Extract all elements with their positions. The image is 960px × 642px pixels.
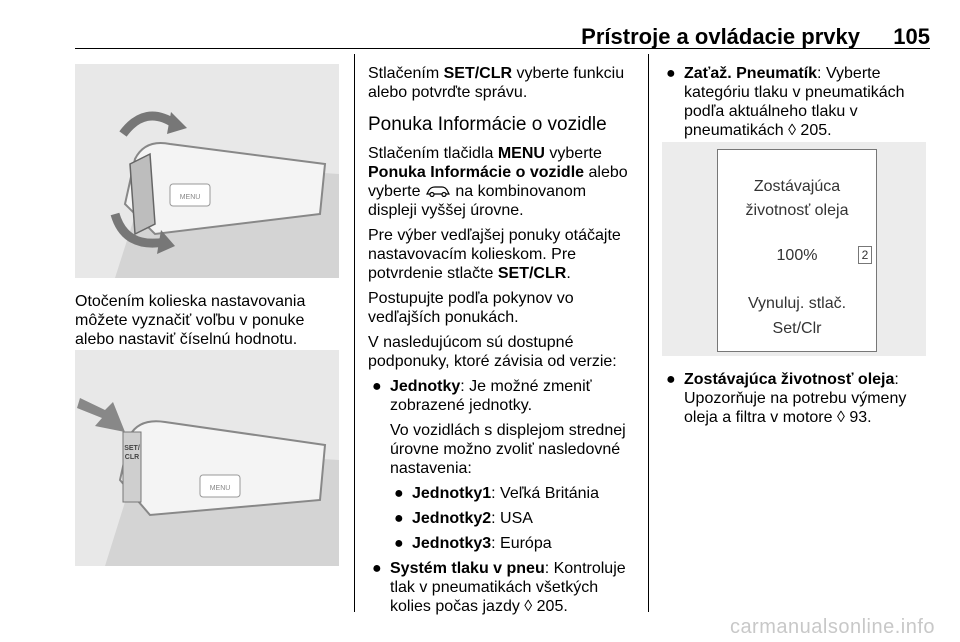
list-item-units: ● Jednotky: Je možné zmeniť zobrazené jednotky. [372, 378, 592, 414]
p-follow: Postupujte podľa pokynov vo vedľajších ponukách. [368, 290, 574, 326]
page-ref-icon: ◊ [524, 598, 533, 615]
caption-line-2: môžete vyznačiť voľbu v ponuke [75, 312, 305, 329]
list-item-units2: ● Jednotky2: USA [394, 510, 533, 527]
footer-watermark: carmanualsonline.info [729, 616, 935, 638]
list-item-tire-pressure: ● Systém tlaku v pneu: Kontroluje tlak v pneumatikách všetkých kolies počas jazdy ◊ 205. [372, 560, 626, 615]
display-line-2: životnosť oleja [745, 202, 849, 219]
list-item-oil-life: ● Zostávajúca životnosť oleja: Upozorňuje na potrebu výmeny oleja a filtra v motore ◊ 93. [666, 371, 907, 426]
fig2-clr-label: CLR [124, 454, 140, 461]
p-submenus: V nasledujúcom sú dostupné podponuky, ktoré závisia od verzie: [368, 334, 617, 370]
fig2-menu-label: MENU [209, 485, 231, 492]
right-column-lower [662, 370, 932, 433]
left-caption [75, 292, 345, 349]
column-divider-right [648, 54, 649, 612]
list-item-units1: ● Jednotky1: Veľká Británia [394, 485, 599, 502]
p-set-clr: Stlačením SET/CLR vyberte funkciu alebo potvrďte správu. [368, 65, 625, 101]
oil-life-display [717, 149, 877, 352]
header-rule [75, 48, 930, 49]
page-header-title: Prístroje a ovládacie prvky [581, 24, 860, 49]
page-ref-icon: ◊ [788, 122, 796, 139]
display-line-5: Set/Clr [772, 320, 822, 337]
p-rotate: Pre výber vedľajšej ponuky otáčajte nastavovacím kolieskom. Pre potvrdenie stlačte SET/CLR. [368, 227, 621, 282]
right-column [662, 64, 932, 146]
figure-set-clr-button [75, 350, 339, 566]
list-item-tire-load: ● Zaťaž. Pneumatík: Vyberte kategóriu tlaku v pneumatikách podľa aktuálneho tlaku v pneumatikách ◊ 205. [666, 65, 905, 139]
page-ref-icon: ◊ [836, 409, 845, 426]
display-percent: 100% [776, 247, 818, 264]
caption-line-1: Otočením kolieska nastavovania [75, 293, 306, 310]
p-menu: Stlačením tlačidla MENU vyberte Ponuka Informácie o vozidle alebo vyberte na kombinovanom displeji vyššej úrovne. [368, 145, 628, 219]
list-item-units3: ● Jednotky3: Európa [394, 535, 552, 552]
column-divider-left [354, 54, 355, 612]
middle-column [368, 64, 638, 622]
caption-line-3: alebo nastaviť číselnú hodnotu. [75, 331, 298, 348]
display-page-indicator: 2 [858, 246, 872, 264]
page-number: 105 [893, 24, 930, 49]
units-note: Vo vozidlách s displejom strednej úrovne možno zvoliť nasledovné nastavenia: [390, 422, 626, 477]
figure-adjuster-wheel [75, 64, 339, 278]
display-line-1: Zostávajúca [753, 178, 841, 195]
fig2-set-label: SET/ [124, 445, 140, 452]
car-icon [425, 183, 451, 200]
section-heading: Ponuka Informácie o vozidle [368, 114, 607, 135]
units-sublist [368, 421, 638, 553]
display-line-4: Vynuluj. stlač. [747, 295, 847, 312]
fig1-menu-label: MENU [179, 194, 201, 201]
